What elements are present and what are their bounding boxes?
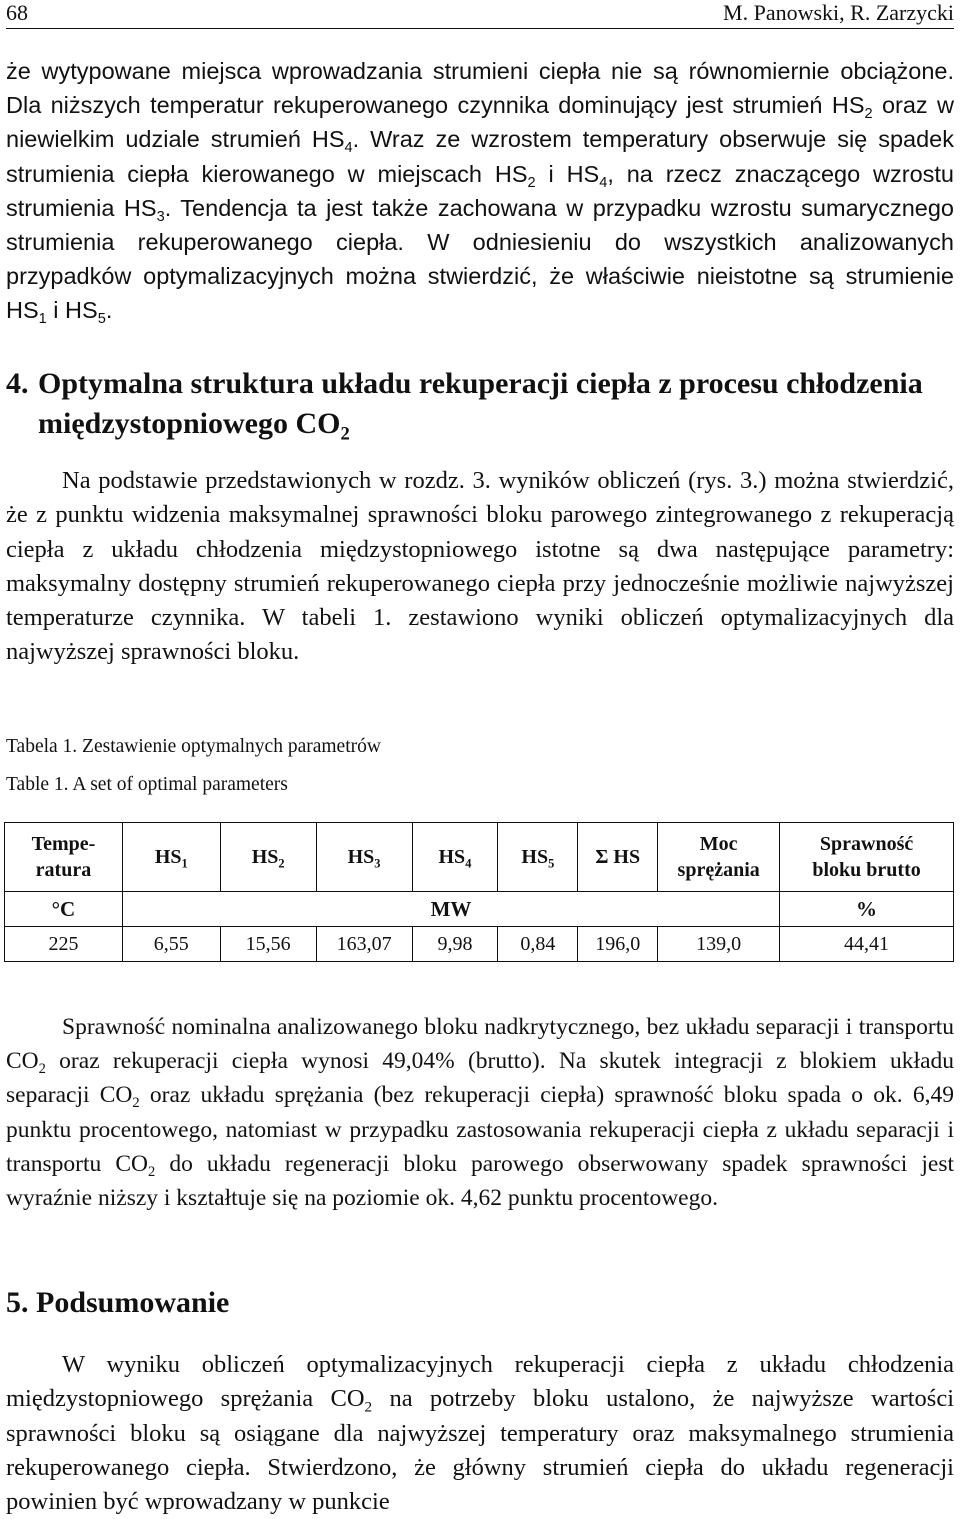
cell-sum-hs: 196,0 <box>578 927 658 962</box>
optimal-parameters-table <box>4 822 954 962</box>
header-temperature: Tempe- ratura <box>5 823 123 892</box>
running-header <box>6 0 954 29</box>
paragraph-summary: W wyniku obliczeń optymalizacyjnych rekuperacji ciepła z układu chłodzenia międzystopniowego sprężania $CO_2$ na potrzeby bloku ustalono, że najwyższe wartości sprawności bloku są osiągane dla najwyższej temperatury oraz maksymalnego strumienia rekuperowanego ciepła. Stwierdzono, że główny strumień ciepła do układu regeneracji powinien być wprowadzany w punkcie <box>6 1351 955 1516</box>
table-caption-en: Table 1. A set of optimal parameters <box>6 774 288 795</box>
cell-gross-efficiency: 44,41 <box>780 927 954 962</box>
table-units-row <box>5 892 954 927</box>
cell-hs2: 15,56 <box>220 927 316 962</box>
paragraph-efficiency-results: Sprawność nominalna analizowanego bloku nadkrytycznego, bez układu separacji i transportu $CO_2$ oraz rekuperacji ciepła wynosi 49,04% (brutto). Na skutek integracji z blokiem układu separacji $CO_2$ oraz układu sprężania (bez rekuperacji ciepła) sprawność bloku spada o ok. 6,49 punktu procentowego, natomiast w przypadku zastosowania rekuperacji ciepła z układu separacji i transportu $CO_2$ do układu regeneracji bloku parowego obserwowany spadek sprawności jest wyraźnie niższy i kształtuje się na poziomie ok. 4,62 punktu procentowego. <box>6 1014 954 1212</box>
table-row <box>5 927 954 962</box>
header-hs3: $HS_3$ <box>316 823 412 892</box>
cell-hs3: 163,07 <box>316 927 412 962</box>
paragraph-hs-distribution: że wytypowane miejsca wprowadzania strumieni ciepła nie są równomiernie obciążone. Dla niższych temperatur rekuperowanego czynnika dominujący jest strumień $HS_2$ oraz w niewielkim udziale strumień $HS_4$. Wraz ze wzrostem temperatury obserwuje się spadek strumienia ciepła kierowanego w miejscach $HS_2$ i $HS_4$, na rzecz znaczącego wzrostu strumienia $HS_3$. Tendencja ta jest także zachowana w przypadku wzrostu sumarycznego strumienia rekuperowanego ciepła. W odniesieniu do wszystkich analizowanych przypadków optymalizacyjnych można stwierdzić, że właściwie nieistotne są strumienie $HS_1$ i $HS_5$. <box>6 58 954 328</box>
cell-hs5: 0,84 <box>498 927 578 962</box>
section-4-heading: 4. Optymalna struktura układu rekuperacji ciepła z procesu chłodzenia międzystopniowego $CO_2$ <box>6 364 954 444</box>
header-compression-power: Moc sprężania <box>658 823 780 892</box>
cell-hs1: 6,55 <box>122 927 220 962</box>
header-hs4: $HS_4$ <box>412 823 498 892</box>
unit-flows: MW <box>122 892 779 927</box>
table-header-row <box>5 823 954 892</box>
cell-compression-power: 139,0 <box>658 927 780 962</box>
header-gross-efficiency: Sprawność bloku brutto <box>780 823 954 892</box>
table-caption-pl: Tabela 1. Zestawienie optymalnych parametrów <box>6 736 381 757</box>
page-number: 68 <box>6 0 28 25</box>
unit-efficiency: % <box>780 892 954 927</box>
paragraph-optimal-structure: Na podstawie przedstawionych w rozdz. 3. wyników obliczeń (rys. 3.) można stwierdzić, że z punktu widzenia maksymalnej sprawności bloku parowego zintegrowanego z rekuperacją ciepła z układu chłodzenia międzystopniowego istotne są dwa następujące parametry: maksymalny dostępny strumień rekuperowanego ciepła przy jednocześnie możliwie najwyższej temperaturze czynnika. W tabeli 1. zestawiono wyniki obliczeń optymalizacyjnych dla najwyższej sprawności bloku. <box>6 467 954 666</box>
header-hs2: $HS_2$ <box>220 823 316 892</box>
cell-temperature: 225 <box>5 927 123 962</box>
header-hs5: $HS_5$ <box>498 823 578 892</box>
header-hs1: $HS_1$ <box>122 823 220 892</box>
running-header-authors: M. Panowski, R. Zarzycki <box>723 0 954 25</box>
cell-hs4: 9,98 <box>412 927 498 962</box>
section-5-heading: 5. Podsumowanie <box>6 1286 230 1319</box>
header-sum-hs: Σ HS <box>578 823 658 892</box>
section-title: Optymalna struktura układu rekuperacji ciepła z procesu chłodzenia międzystopniowego CO <box>38 367 923 440</box>
section-number: 4. <box>6 367 29 400</box>
unit-temperature: °C <box>5 892 123 927</box>
